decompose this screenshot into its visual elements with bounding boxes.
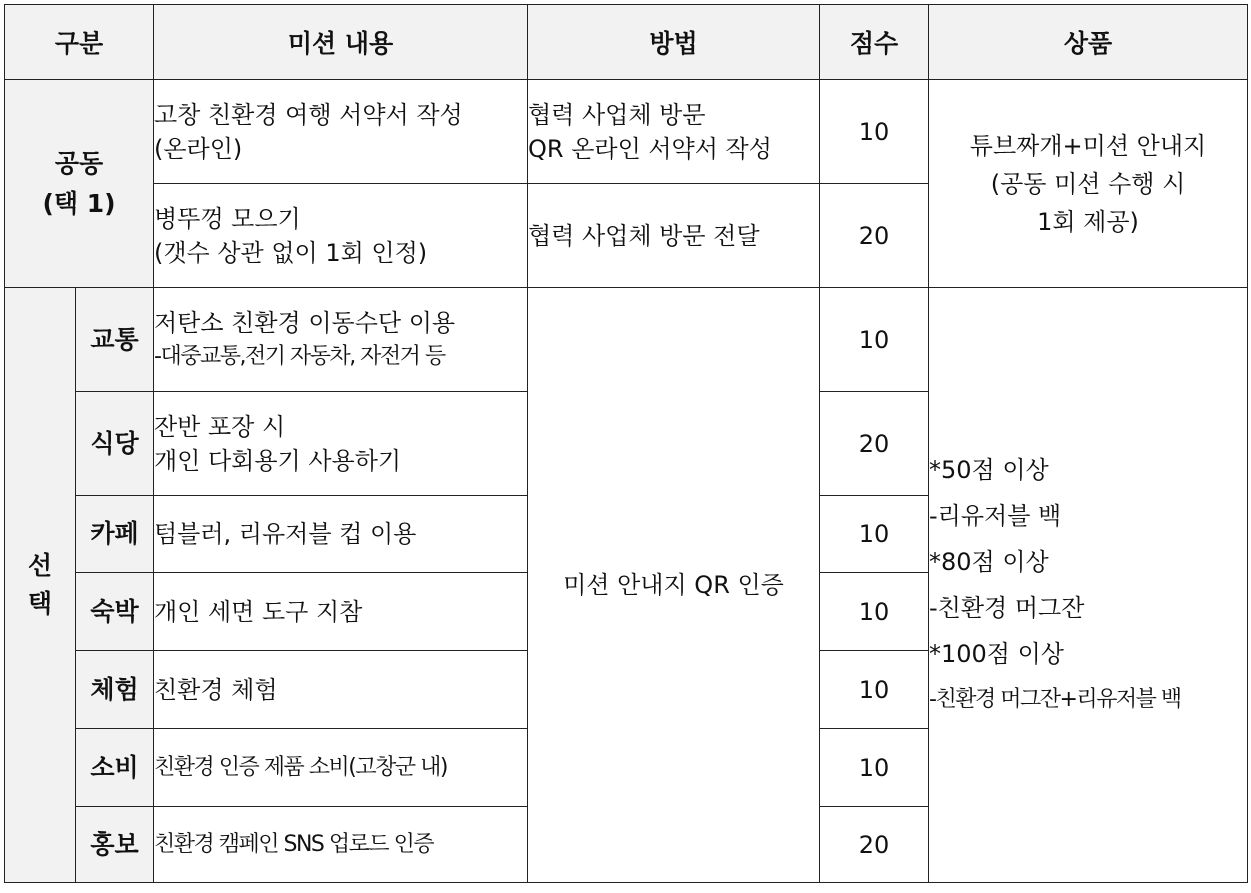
mission-content: 친환경 캠페인 SNS 업로드 인증: [154, 807, 528, 883]
prize-line: (공동 미션 수행 시: [990, 169, 1186, 198]
sub-category: 소비: [76, 729, 154, 807]
mission-content: 개인 세면 도구 지참: [154, 573, 528, 651]
content-line: 저탄소 친환경 이동수단 이용: [154, 308, 456, 337]
prize-line: 튜브짜개+미션 안내지: [969, 131, 1207, 160]
content-line: 개인 다회용기 사용하기: [154, 446, 402, 475]
content-line: (온라인): [154, 134, 243, 163]
prize-line: -리유저블 백: [929, 502, 1062, 530]
header-method: 방법: [528, 5, 820, 80]
prize-line: 1회 제공): [1037, 207, 1139, 236]
header-row: [5, 5, 1248, 80]
optional-prize: [929, 288, 1248, 883]
optional-label: [5, 288, 76, 883]
mission-content: 친환경 인증 제품 소비(고창군 내): [154, 729, 528, 807]
sub-category: 체험: [76, 651, 154, 729]
header-score: 점수: [820, 5, 929, 80]
method-line: QR 온라인 서약서 작성: [528, 134, 772, 163]
table-row: [5, 80, 1248, 184]
common-prize: [929, 80, 1248, 288]
mission-content: [154, 288, 528, 392]
sub-category: 카페: [76, 496, 154, 573]
mission-score: 10: [820, 496, 929, 573]
mission-score: 20: [820, 392, 929, 496]
mission-score: 10: [820, 288, 929, 392]
mission-content: 텀블러, 리유저블 컵 이용: [154, 496, 528, 573]
prize-line: *100점 이상: [929, 640, 1064, 668]
mission-method: 협력 사업체 방문 전달: [528, 184, 820, 288]
optional-label-line1: 선: [27, 551, 53, 580]
content-line: 고창 친환경 여행 서약서 작성: [154, 100, 463, 129]
mission-score: 10: [820, 80, 929, 184]
mission-score: 10: [820, 573, 929, 651]
prize-line: *50점 이상: [929, 456, 1049, 484]
prize-line: -친환경 머그잔+리유저블 백: [929, 687, 1181, 712]
mission-content: [154, 80, 528, 184]
sub-category: 식당: [76, 392, 154, 496]
sub-category: 교통: [76, 288, 154, 392]
mission-score: 10: [820, 651, 929, 729]
common-label: [5, 80, 154, 288]
mission-score: 20: [820, 807, 929, 883]
mission-score: 20: [820, 184, 929, 288]
mission-method: [528, 80, 820, 184]
optional-method: 미션 안내지 QR 인증: [528, 288, 820, 883]
sub-category: 숙박: [76, 573, 154, 651]
header-prize: 상품: [929, 5, 1248, 80]
mission-content: 친환경 체험: [154, 651, 528, 729]
content-line: (갯수 상관 없이 1회 인정): [154, 238, 428, 267]
content-line: 병뚜껑 모으기: [154, 204, 301, 233]
mission-score: 10: [820, 729, 929, 807]
sub-category: 홍보: [76, 807, 154, 883]
prize-line: -친환경 머그잔: [929, 594, 1085, 622]
prize-line: *80점 이상: [929, 548, 1049, 576]
mission-content: [154, 392, 528, 496]
common-label-line2: (택 1): [42, 188, 116, 218]
common-label-line1: 공동: [54, 148, 104, 178]
method-line: 협력 사업체 방문: [528, 100, 706, 129]
content-line: 잔반 포장 시: [154, 412, 286, 441]
header-content: 미션 내용: [154, 5, 528, 80]
table-row: [5, 288, 1248, 392]
content-line: -대중교통,전기 자동차, 자전거 등: [154, 343, 445, 369]
optional-label-line2: 택: [27, 589, 53, 618]
header-category: 구분: [5, 5, 154, 80]
mission-content: [154, 184, 528, 288]
mission-table: [4, 4, 1248, 883]
